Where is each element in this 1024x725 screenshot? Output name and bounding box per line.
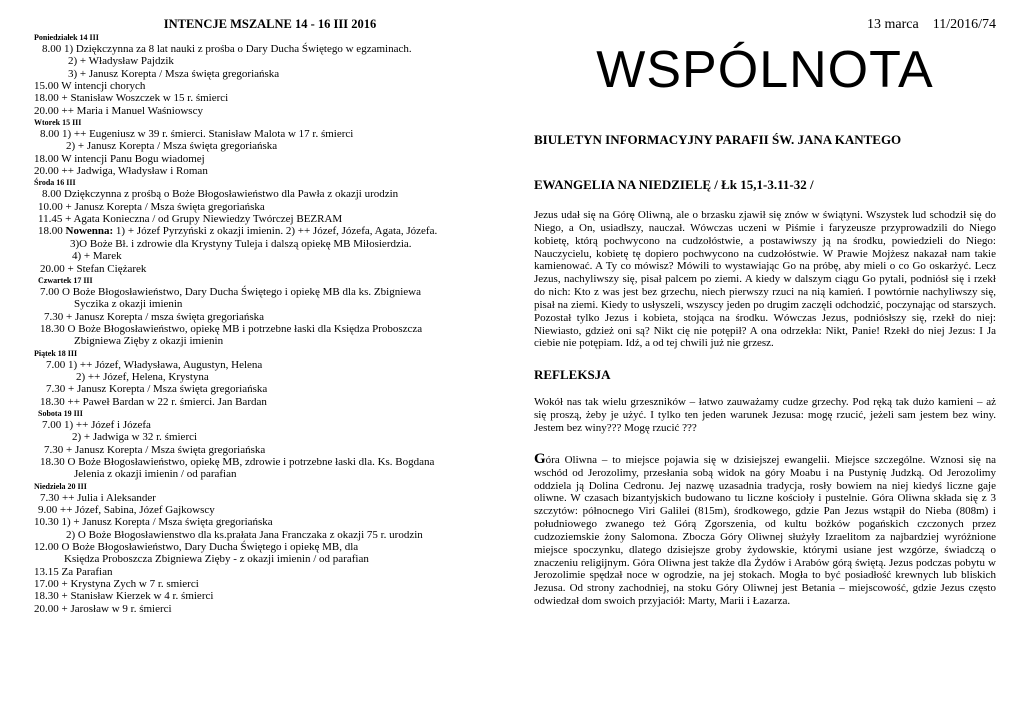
day-heading: Środa 16 III (34, 178, 76, 188)
intention-line: 4) + Marek (72, 250, 122, 263)
intentions-column (34, 16, 506, 615)
bulletin-column (534, 16, 996, 608)
intention-line: 15.00 W intencji chorych (34, 80, 146, 93)
intention-line: Syczika z okazji imienin (74, 298, 183, 311)
intention-line: 3)O Boże Bł. i zdrowie dla Krystyny Tuleja i dalszą opiekę MB Miłosierdzia. (70, 237, 412, 250)
novena-label: Nowenna: (65, 225, 114, 238)
issue-number: 11/2016/74 (932, 17, 996, 32)
intention-line: 20.00 ++ Jadwiga, Władysław i Roman (34, 165, 208, 178)
intention-line: 7.00 O Boże Błogosławieństwo, Dary Ducha Świętego i opiekę MB dla ks. Zbigniewa (40, 285, 421, 298)
intention-line: 2) + Janusz Korepta / Msza święta gregoriańska (66, 140, 278, 153)
day-heading: Czwartek 17 III (38, 275, 93, 285)
intention-line: 11.45 + Agata Konieczna / od Grupy Niewiedzy Twórczej BEZRAM (38, 213, 343, 226)
intention-line: 8.00 1) Dziękczynna za 8 lat nauki z prośba o Dary Ducha Świętego w egzaminach. (42, 43, 412, 55)
drop-cap: G (534, 450, 546, 467)
intention-line: 7.30 ++ Julia i Aleksander (40, 491, 156, 504)
intentions-title: INTENCJE MSZALNE 14 - 16 III 2016 (163, 17, 377, 31)
reflection-heading: REFLEKSJA (534, 367, 611, 383)
intention-line: 7.30 + Janusz Korepta / Msza święta gregoriańska (46, 383, 268, 396)
olive-mountain-text (534, 450, 996, 608)
intention-line: 2) O Boże Błogosławienstwo dla ks.prałata Jana Franczaka z okazji 75 r. urodzin (66, 528, 423, 541)
intention-line: 18.30 ++ Paweł Bardan w 22 r. śmierci. Jan Bardan (40, 395, 267, 408)
intention-line: 9.00 ++ Józef, Sabina, Józef Gajkowscy (38, 504, 215, 516)
day-heading: Poniedziałek 14 III (34, 33, 99, 42)
intention-line: 8.00 Dziękczynna z prośbą o Boże Błogosławieństwo dla Pawła z okazji urodzin (42, 188, 399, 201)
day-heading: Wtorek 15 III (34, 118, 82, 128)
day-heading: Niedziela 20 III (34, 481, 87, 491)
intention-line: 12.00 O Boże Błogosławieństwo, Dary Ducha Świętego i opiekę MB, dla (34, 541, 359, 554)
gospel-text: Jezus udał się na Górę Oliwną, ale o brzasku zjawił się znów w świątyni. Wszystek lud schodził się do Niego, a On, usiadłszy, nauczał. Wówczas uczeni w Piśmie i faryzeusze przyprowadzili do Niego kobietę, którą pochwycono na cudzołóstwie, a postawiwszy ją na środku, powiedzieli do Niego: Nauczycielu, kobietę tę dopiero pochwycono na cudzołóstwie. W Prawie Mojżesz nakazał nam takie kamienować. A Ty co mówisz? Mówili to wystawiając Go na próbę, aby mieli o co Go oskarżyć. Lecz Jezus, nachyliwszy się, pisał palcem po ziemi. A kiedy w dalszym ciągu Go pytali, podniósł się i rzekł do nich: Kto z was jest bez grzechu, niech pierwszy rzuci na nią kamień. I powtórnie nachyliwszy się, pisał na ziemi. Kiedy to usłyszeli, wszyscy jeden po drugim zaczęli odchodzić, poczynając od starszych. Pozostał tylko Jezus i kobieta, stojąca na środku. Wówczas Jezus, podniósłszy się, rzekł do niej: Niewiasto, gdzież oni są? Nikt cię nie potępił? A ona odrzekła: Nikt, Panie! Rzekł do niej Jezus: I Ja ciebie nie potępiam. Idź, a od tej chwili już nie grzesz. (534, 209, 996, 350)
intentions-list (34, 32, 506, 615)
intention-line: Jelenia z okazji imienin / od parafian (74, 468, 237, 481)
intention-line: 2) ++ Józef, Helena, Krystyna (76, 370, 209, 383)
intention-line: 7.30 + Janusz Korepta / msza święta gregoriańska (44, 310, 265, 323)
intention-line: 17.00 + Krystyna Zych w 7 r. smierci (34, 578, 199, 591)
intention-line: 13.15 Za Parafian (34, 565, 113, 578)
intention-line: 10.30 1) + Janusz Korepta / Msza święta gregoriańska (34, 516, 273, 529)
gospel-heading: EWANGELIA NA NIEDZIELĘ / Łk 15,1-3.11-32 / (534, 177, 814, 192)
intention-line: 10.00 + Janusz Korepta / Msza święta gregoriańska (38, 200, 265, 213)
intention-line: 7.00 1) ++ Józef i Józefa (42, 418, 151, 431)
intention-line: 20.00 + Jarosław w 9 r. śmierci (34, 602, 172, 615)
intention-line: 3) + Janusz Korepta / Msza święta gregoriańska (68, 67, 280, 80)
intention-line: 8.00 1) ++ Eugeniusz w 39 r. śmierci. Stanisław Malota w 17 r. śmierci (40, 128, 354, 141)
intention-line: 18.30 O Boże Błogosławieństwo, opiekę MB, zdrowie i potrzebne łaski dla. Ks. Bogdana (40, 455, 435, 468)
intention-line: 2) + Władysław Pajdzik (68, 55, 174, 68)
day-heading: Piątek 18 III (34, 348, 78, 358)
intention-line: 18.00 + Stanisław Woszczek w 15 r. śmierci (34, 92, 229, 105)
issue-info (534, 16, 996, 34)
bulletin-subtitle: BIULETYN INFORMACYJNY PARAFII ŚW. JANA KANTEGO (534, 132, 902, 147)
olive-mountain-body: óra Oliwna – to miejsce pojawia się w dzisiejszej ewangelii. Miejsce szczególne. Wznosi się na wschód od Jerozolimy, przesłania sobą widok na góry Moabu i na Pustynię Judzką. Od Jerozolimy oddziela ją Dolina Cedronu. Jej nazwę uzasadnia tradycja, rosły bowiem na niej kiedyś liczne gaje oliwne. W czasach bizantyjskich budowano tu liczne kościoły i pustelnie. Góra Oliwna składa się z 3 szczytów: północnego Viri Galilei (815m), środkowego, gdzie Pan Jezus wstąpił do Nieba (808m) i południowego zwanego też Górą Zgorszenia, od kultu bożków pogańskich czczonych przez cudzoziemskie żony Salomona. Zbocza Góry Oliwnej służyły Izraelitom za najbardziej wyróżnione miejsce spoczynku, dlatego dzisiejsze groby żydowskie, którymi usiane jest wzgórze, świadczą o znaczeniu religijnym. Góra Oliwna jest także dla Żydów i Arabów górą świętą. Jezus podczas pobytu w Jerozolimie spędzał noce w ogrodzie, na jej stokach. Mogła to być posiadłość krewnych lub bliskich Jezusa. Od strony zachodniej, na stoku Góry Oliwnej jest Betania – miejscowość, gdzie Jezus często odwiedzał dom swoich przyjaciół: Marty, Marii i Łazarza. (534, 453, 996, 608)
intention-line: 18.00 W intencji Panu Bogu wiadomej (34, 152, 205, 165)
intention-line: 20.00 + Stefan Ciężarek (40, 262, 147, 275)
intention-line: 18.00 Nowenna: 1) + Józef Pyrzyński z okazji imienin. 2) ++ Józef, Józefa, Agata, Józefa. (38, 225, 438, 238)
intention-line: Księdza Proboszcza Zbigniewa Zięby - z okazji imienin / od parafian (64, 553, 369, 566)
intention-line: 18.30 + Stanisław Kierzek w 4 r. śmierci (34, 590, 214, 603)
day-heading: Sobota 19 III (38, 408, 83, 418)
intention-line: 2) + Jadwiga w 32 r. śmierci (72, 431, 198, 444)
intention-line: 20.00 ++ Maria i Manuel Waśniowscy (34, 104, 203, 117)
intention-line: 7.30 + Janusz Korepta / Msza święta gregoriańska (44, 443, 266, 456)
intention-line: 18.30 O Boże Błogosławieństwo, opiekę MB i potrzebne łaski dla Księdza Proboszcza (40, 322, 423, 335)
issue-date: 13 marca (867, 17, 919, 32)
masthead-title: WSPÓLNOTA (596, 41, 934, 99)
reflection-text: Wokół nas tak wielu grzeszników – łatwo zauważamy cudze grzechy. Pod ręką tak dużo kamieni – aż się proszą, żeby je użyć. I tylko ten jeden warunek Jezusa: mogę rzucić, jeżeli sam jestem bez winy. Jestem bez winy??? Mogę rzucić ??? (534, 396, 996, 434)
intention-line: 7.00 1) ++ Józef, Władysława, Augustyn, Helena (46, 358, 263, 371)
intention-line: Zbigniewa Zięby z okazji imienin (74, 335, 224, 348)
